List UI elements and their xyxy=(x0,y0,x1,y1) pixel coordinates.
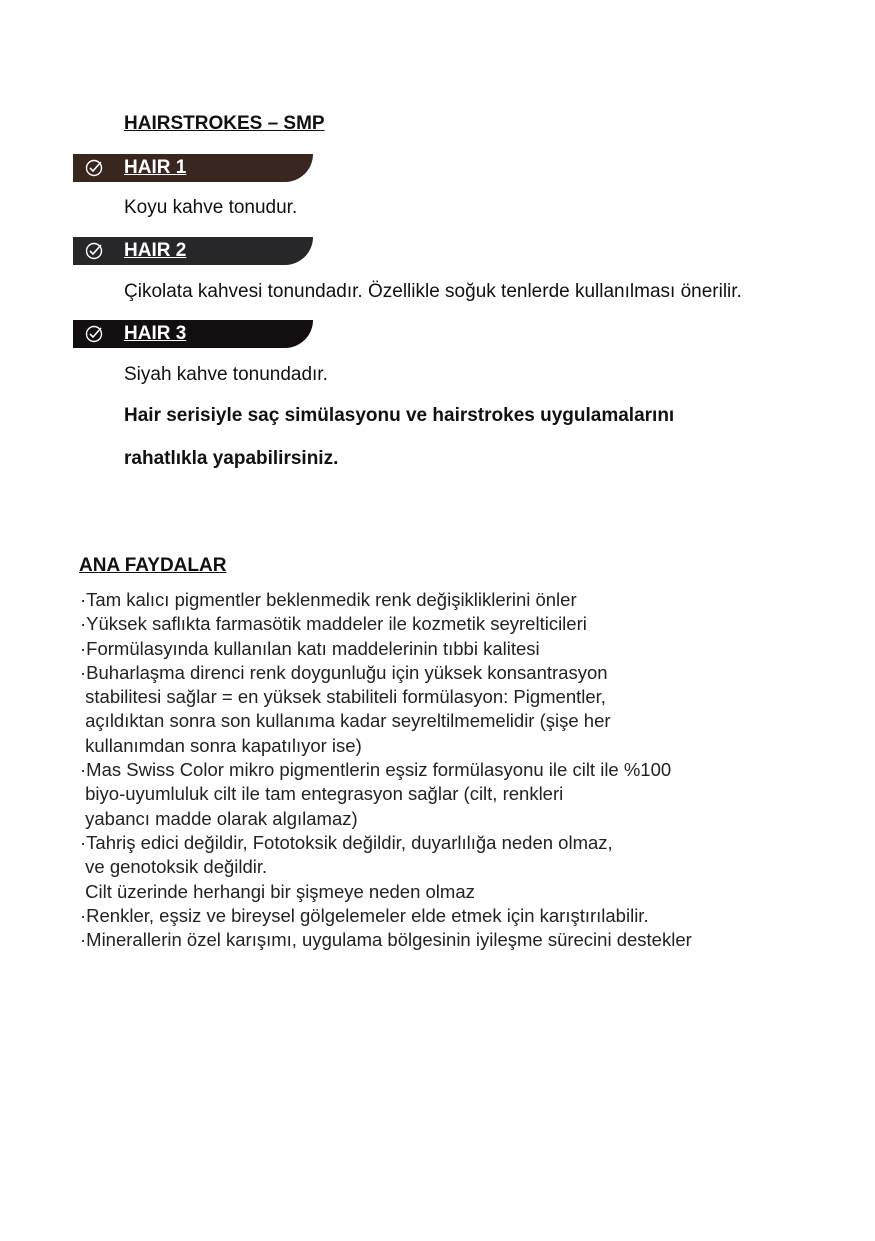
benefits-list xyxy=(80,588,820,952)
benefit-line: stabilitesi sağlar = en yüksek stabiliteli formülasyon: Pigmentler, xyxy=(80,686,606,708)
check-circle-icon xyxy=(84,158,104,178)
benefit-line: kullanımdan sonra kapatılıyor ise) xyxy=(80,734,362,756)
hair-1-label: HAIR 1 xyxy=(124,157,187,178)
benefit-line: ·Mas Swiss Color mikro pigmentlerin eşsiz formülasyonu ile cilt ile %100 xyxy=(80,759,672,781)
check-circle-icon xyxy=(84,241,104,261)
benefit-line: ·Buharlaşma direnci renk doygunluğu için yüksek konsantrasyon xyxy=(80,661,608,683)
benefit-line: yabancı madde olarak algılamaz) xyxy=(80,807,358,829)
hair-2-description: Çikolata kahvesi tonundadır. Özellikle soğuk tenlerde kullanılması önerilir. xyxy=(124,281,742,302)
benefit-line: açıldıktan sonra son kullanıma kadar seyreltilmemelidir (şişe her xyxy=(80,710,611,732)
benefit-line: ·Tahriş edici değildir, Fototoksik değildir, duyarlılığa neden olmaz, xyxy=(80,831,613,853)
benefit-line: ·Minerallerin özel karışımı, uygulama bölgesinin iyileşme sürecini destekler xyxy=(80,929,692,951)
benefit-line: ve genotoksik değildir. xyxy=(80,856,268,878)
benefit-line: ·Yüksek saflıkta farmasötik maddeler ile kozmetik seyrelticileri xyxy=(80,613,587,635)
page-heading: HAIRSTROKES – SMP xyxy=(124,113,325,134)
benefits-title: ANA FAYDALAR xyxy=(79,555,227,576)
summary-line-1: Hair serisiyle saç simülasyonu ve hairstrokes uygulamalarını xyxy=(124,405,675,426)
hair-2-banner xyxy=(73,237,313,265)
benefit-line: ·Formülasyında kullanılan katı maddelerinin tıbbi kalitesi xyxy=(80,637,540,659)
hair-1-description: Koyu kahve tonudur. xyxy=(124,197,298,218)
hair-3-label: HAIR 3 xyxy=(124,323,187,344)
check-circle-icon xyxy=(84,324,104,344)
hair-1-banner xyxy=(73,154,313,182)
hair-3-description: Siyah kahve tonundadır. xyxy=(124,364,328,385)
benefit-line: Cilt üzerinde herhangi bir şişmeye neden olmaz xyxy=(80,880,475,902)
hair-3-banner xyxy=(73,320,313,348)
benefit-line: biyo-uyumluluk cilt ile tam entegrasyon sağlar (cilt, renkleri xyxy=(80,783,564,805)
benefit-line: ·Renkler, eşsiz ve bireysel gölgelemeler elde etmek için karıştırılabilir. xyxy=(80,904,649,926)
hair-2-label: HAIR 2 xyxy=(124,240,187,261)
benefit-line: ·Tam kalıcı pigmentler beklenmedik renk değişikliklerini önler xyxy=(80,589,577,610)
summary-line-2: rahatlıkla yapabilirsiniz. xyxy=(124,448,339,469)
